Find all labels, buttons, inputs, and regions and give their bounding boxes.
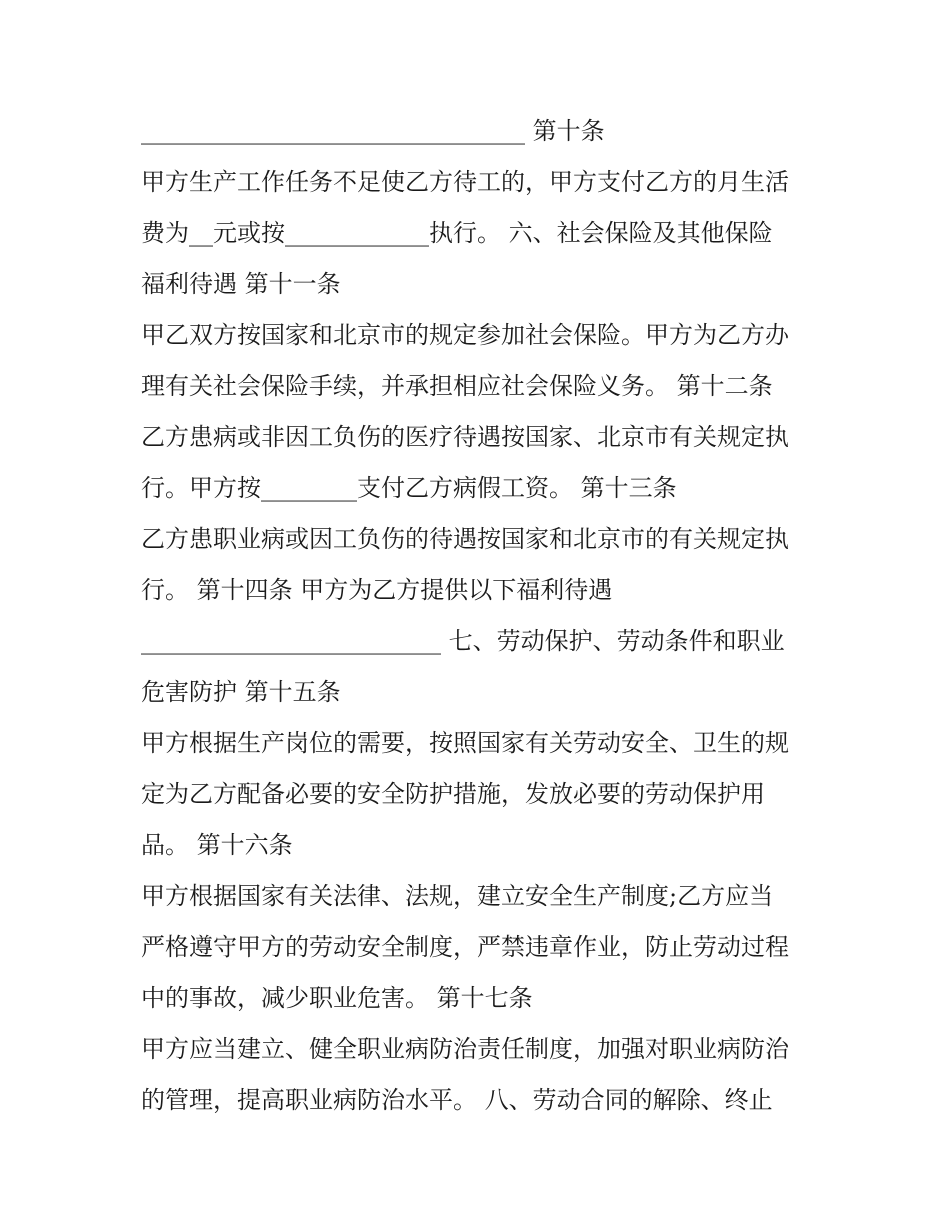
text-line: 福利待遇 第十一条 [141, 270, 341, 298]
text-line: 危害防护 第十五条 [141, 678, 341, 706]
text-line: 费为__元或按____________执行。 六、社会保险及其他保险 [141, 219, 773, 247]
text-line: 甲乙双方按国家和北京市的规定参加社会保险。甲方为乙方办 [141, 321, 789, 349]
text-line: 严格遵守甲方的劳动安全制度，严禁违章作业，防止劳动过程 [141, 933, 789, 961]
document-body [141, 106, 821, 1126]
text-line: 行。甲方按________支付乙方病假工资。 第十三条 [141, 474, 677, 502]
text-line: 乙方患病或非因工负伤的医疗待遇按国家、北京市有关规定执 [141, 423, 789, 451]
text-line: 行。 第十四条 甲方为乙方提供以下福利待遇 [141, 576, 613, 604]
text-line: 中的事故，减少职业危害。 第十七条 [141, 984, 533, 1012]
text-line: 乙方患职业病或因工负伤的待遇按国家和北京市的有关规定执 [141, 525, 789, 553]
text-line: 甲方根据国家有关法律、法规，建立安全生产制度;乙方应当 [141, 882, 774, 910]
text-line: 的管理，提高职业病防治水平。 八、劳动合同的解除、终止 [141, 1086, 773, 1114]
text-line: 定为乙方配备必要的安全防护措施，发放必要的劳动保护用 [141, 780, 765, 808]
text-line: _________________________ 七、劳动保护、劳动条件和职业 [141, 627, 785, 655]
text-line: 甲方生产工作任务不足使乙方待工的，甲方支付乙方的月生活 [141, 168, 789, 196]
text-line: 甲方应当建立、健全职业病防治责任制度，加强对职业病防治 [141, 1035, 789, 1063]
text-line: 理有关社会保险手续，并承担相应社会保险义务。 第十二条 [141, 372, 773, 400]
text-line: 甲方根据生产岗位的需要，按照国家有关劳动安全、卫生的规 [141, 729, 789, 757]
text-line: ________________________________ 第十条 [141, 117, 605, 145]
text-line: 品。 第十六条 [141, 831, 293, 859]
